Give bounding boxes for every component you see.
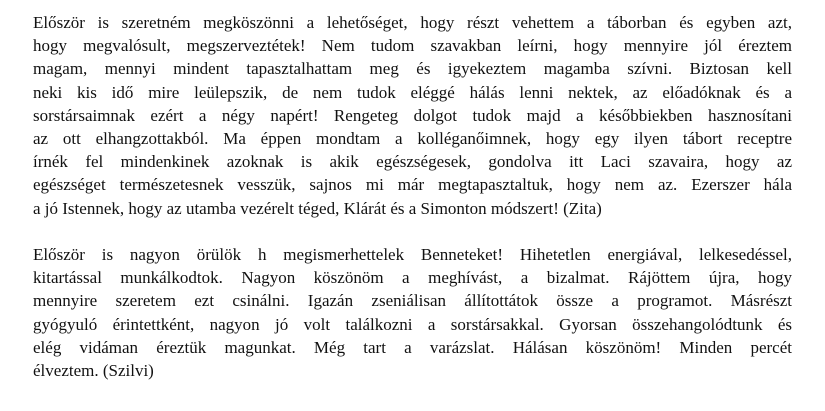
paragraph-line: írnék fel mindenkinek azoknak is akik egészségesek, gondolva itt Laci szavaira, hogy az xyxy=(33,152,792,172)
paragraph-line: hogy megvalósult, megszerveztétek! Nem tudom szavakban leírni, hogy mennyire jól éreztem xyxy=(33,36,792,56)
paragraph-line: sorstársaimnak ezért a négy napért! Rengeteg dolgot tudok majd a későbbiekben hasznosítani xyxy=(33,105,792,125)
paragraph-line: Először is nagyon örülök h megismerhettelek Benneteket! Hihetetlen energiával, lelkesedéssel, xyxy=(33,245,792,265)
paragraph-line: a jó Istennek, hogy az utamba vezérelt téged, Klárát és a Simonton módszert! (Zita) xyxy=(33,198,602,218)
testimonial-paragraph-szilvi xyxy=(33,243,792,382)
paragraph-line: az ott elhangzottakból. Ma éppen mondtam a kolléganőimnek, hogy egy ilyen tábort receptre xyxy=(33,129,792,149)
document-page xyxy=(33,11,792,382)
paragraph-line: magam, mennyi mindent tapasztalhattam meg és igyekeztem magamba szívni. Biztosan kell xyxy=(33,59,792,79)
paragraph-line: egészséget természetesnek vesszük, sajnos mi már megtapasztaltuk, hogy nem az. Ezerszer hála xyxy=(33,175,792,195)
paragraph-line: neki kis idő mire leülepszik, de nem tudok eléggé hálás lenni nektek, az előadóknak és a xyxy=(33,82,792,102)
paragraph-line: kitartással munkálkodtok. Nagyon köszönöm a meghívást, a bizalmat. Rájöttem újra, hogy xyxy=(33,268,792,288)
paragraph-line: Először is szeretném megköszönni a lehetőséget, hogy részt vehettem a táborban és egyben azt, xyxy=(33,13,792,32)
paragraph-line: gyógyuló érintettként, nagyon jó volt találkozni a sorstársakkal. Gyorsan összehangolódtunk és xyxy=(33,314,792,334)
paragraph-line: mennyire szeretem ezt csinálni. Igazán zseniálisan állítottátok össze a programot. Másrészt xyxy=(33,291,792,311)
testimonial-paragraph-zita xyxy=(33,11,792,220)
paragraph-line: elég vidáman éreztük magunkat. Még tart a varázslat. Hálásan köszönöm! Minden percét xyxy=(33,337,792,357)
paragraph-spacer xyxy=(33,220,792,243)
paragraph-line: élveztem. (Szilvi) xyxy=(33,361,154,381)
